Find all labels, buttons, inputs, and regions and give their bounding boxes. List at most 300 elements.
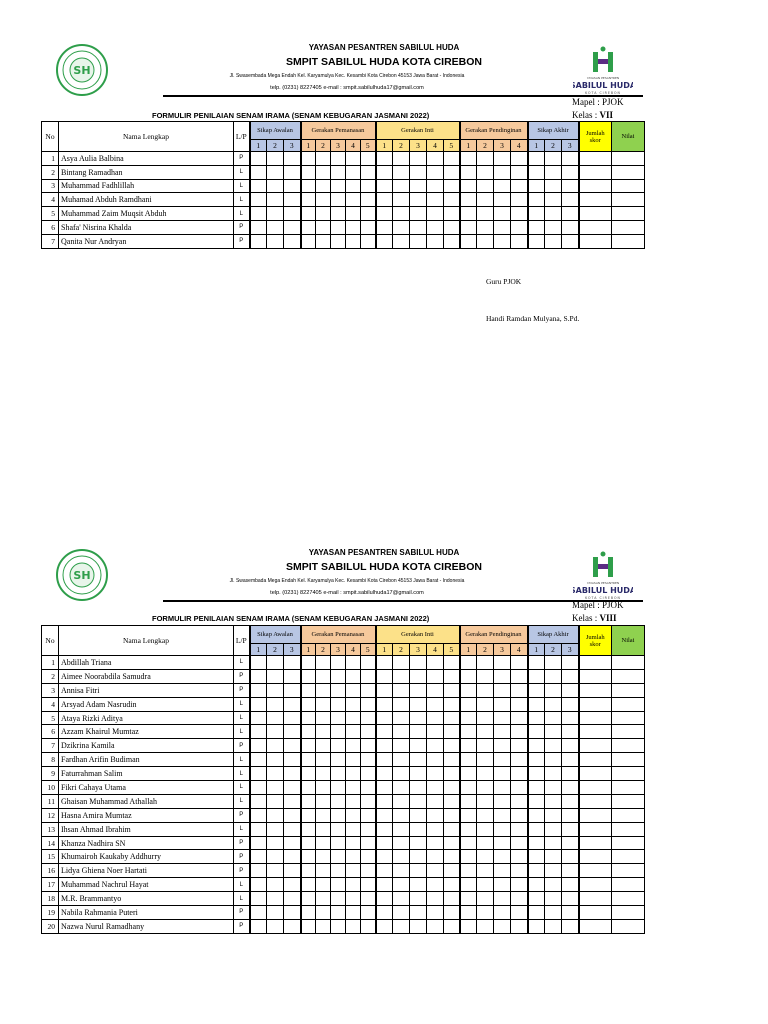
score-cell[interactable] bbox=[511, 919, 528, 933]
score-cell[interactable] bbox=[284, 669, 301, 683]
score-cell[interactable] bbox=[460, 656, 477, 670]
score-cell[interactable] bbox=[410, 906, 427, 920]
score-cell[interactable] bbox=[511, 753, 528, 767]
score-cell[interactable] bbox=[460, 220, 477, 234]
score-cell[interactable] bbox=[361, 919, 376, 933]
score-cell[interactable] bbox=[410, 234, 427, 248]
score-cell[interactable] bbox=[477, 906, 494, 920]
score-cell[interactable] bbox=[494, 892, 511, 906]
score-cell[interactable] bbox=[361, 193, 376, 207]
score-cell[interactable] bbox=[444, 656, 460, 670]
score-cell[interactable] bbox=[393, 165, 410, 179]
score-cell[interactable] bbox=[393, 794, 410, 808]
score-cell[interactable] bbox=[376, 165, 393, 179]
score-cell[interactable] bbox=[316, 656, 331, 670]
score-cell[interactable] bbox=[562, 193, 579, 207]
score-cell[interactable] bbox=[427, 193, 444, 207]
score-cell[interactable] bbox=[494, 165, 511, 179]
score-cell[interactable] bbox=[410, 656, 427, 670]
grade-cell[interactable] bbox=[612, 179, 645, 193]
score-cell[interactable] bbox=[316, 906, 331, 920]
score-cell[interactable] bbox=[250, 683, 267, 697]
score-cell[interactable] bbox=[361, 878, 376, 892]
score-cell[interactable] bbox=[316, 781, 331, 795]
total-score-cell[interactable] bbox=[579, 919, 612, 933]
score-cell[interactable] bbox=[444, 753, 460, 767]
score-cell[interactable] bbox=[494, 781, 511, 795]
score-cell[interactable] bbox=[301, 808, 316, 822]
score-cell[interactable] bbox=[316, 152, 331, 166]
score-cell[interactable] bbox=[250, 753, 267, 767]
score-cell[interactable] bbox=[376, 850, 393, 864]
score-cell[interactable] bbox=[460, 739, 477, 753]
score-cell[interactable] bbox=[494, 739, 511, 753]
score-cell[interactable] bbox=[316, 207, 331, 221]
score-cell[interactable] bbox=[376, 919, 393, 933]
score-cell[interactable] bbox=[427, 152, 444, 166]
score-cell[interactable] bbox=[494, 697, 511, 711]
score-cell[interactable] bbox=[545, 725, 562, 739]
score-cell[interactable] bbox=[393, 234, 410, 248]
score-cell[interactable] bbox=[562, 794, 579, 808]
score-cell[interactable] bbox=[346, 234, 361, 248]
score-cell[interactable] bbox=[427, 906, 444, 920]
score-cell[interactable] bbox=[267, 781, 284, 795]
score-cell[interactable] bbox=[361, 165, 376, 179]
grade-cell[interactable] bbox=[612, 725, 645, 739]
score-cell[interactable] bbox=[301, 207, 316, 221]
score-cell[interactable] bbox=[250, 808, 267, 822]
score-cell[interactable] bbox=[393, 207, 410, 221]
score-cell[interactable] bbox=[444, 892, 460, 906]
score-cell[interactable] bbox=[361, 697, 376, 711]
score-cell[interactable] bbox=[301, 725, 316, 739]
score-cell[interactable] bbox=[393, 808, 410, 822]
score-cell[interactable] bbox=[562, 234, 579, 248]
score-cell[interactable] bbox=[284, 919, 301, 933]
score-cell[interactable] bbox=[511, 767, 528, 781]
score-cell[interactable] bbox=[250, 220, 267, 234]
score-cell[interactable] bbox=[284, 767, 301, 781]
score-cell[interactable] bbox=[316, 919, 331, 933]
score-cell[interactable] bbox=[410, 850, 427, 864]
score-cell[interactable] bbox=[427, 794, 444, 808]
score-cell[interactable] bbox=[511, 669, 528, 683]
score-cell[interactable] bbox=[331, 753, 346, 767]
score-cell[interactable] bbox=[511, 725, 528, 739]
score-cell[interactable] bbox=[528, 850, 545, 864]
score-cell[interactable] bbox=[511, 220, 528, 234]
score-cell[interactable] bbox=[393, 850, 410, 864]
total-score-cell[interactable] bbox=[579, 822, 612, 836]
score-cell[interactable] bbox=[267, 220, 284, 234]
grade-cell[interactable] bbox=[612, 781, 645, 795]
score-cell[interactable] bbox=[267, 234, 284, 248]
score-cell[interactable] bbox=[331, 836, 346, 850]
score-cell[interactable] bbox=[346, 781, 361, 795]
score-cell[interactable] bbox=[267, 919, 284, 933]
score-cell[interactable] bbox=[267, 711, 284, 725]
score-cell[interactable] bbox=[301, 739, 316, 753]
score-cell[interactable] bbox=[460, 794, 477, 808]
score-cell[interactable] bbox=[545, 207, 562, 221]
score-cell[interactable] bbox=[511, 794, 528, 808]
score-cell[interactable] bbox=[316, 220, 331, 234]
score-cell[interactable] bbox=[301, 850, 316, 864]
score-cell[interactable] bbox=[427, 767, 444, 781]
score-cell[interactable] bbox=[410, 753, 427, 767]
score-cell[interactable] bbox=[267, 165, 284, 179]
score-cell[interactable] bbox=[331, 193, 346, 207]
grade-cell[interactable] bbox=[612, 152, 645, 166]
score-cell[interactable] bbox=[250, 850, 267, 864]
score-cell[interactable] bbox=[528, 179, 545, 193]
score-cell[interactable] bbox=[267, 656, 284, 670]
score-cell[interactable] bbox=[346, 892, 361, 906]
score-cell[interactable] bbox=[284, 152, 301, 166]
score-cell[interactable] bbox=[545, 767, 562, 781]
score-cell[interactable] bbox=[316, 794, 331, 808]
score-cell[interactable] bbox=[361, 234, 376, 248]
score-cell[interactable] bbox=[301, 753, 316, 767]
score-cell[interactable] bbox=[331, 767, 346, 781]
score-cell[interactable] bbox=[284, 711, 301, 725]
score-cell[interactable] bbox=[460, 207, 477, 221]
score-cell[interactable] bbox=[331, 808, 346, 822]
score-cell[interactable] bbox=[316, 822, 331, 836]
score-cell[interactable] bbox=[562, 152, 579, 166]
score-cell[interactable] bbox=[393, 767, 410, 781]
score-cell[interactable] bbox=[444, 220, 460, 234]
score-cell[interactable] bbox=[410, 152, 427, 166]
score-cell[interactable] bbox=[376, 193, 393, 207]
score-cell[interactable] bbox=[528, 152, 545, 166]
score-cell[interactable] bbox=[346, 697, 361, 711]
score-cell[interactable] bbox=[494, 683, 511, 697]
score-cell[interactable] bbox=[562, 767, 579, 781]
score-cell[interactable] bbox=[410, 919, 427, 933]
score-cell[interactable] bbox=[528, 683, 545, 697]
total-score-cell[interactable] bbox=[579, 725, 612, 739]
score-cell[interactable] bbox=[528, 739, 545, 753]
score-cell[interactable] bbox=[410, 725, 427, 739]
score-cell[interactable] bbox=[494, 878, 511, 892]
grade-cell[interactable] bbox=[612, 683, 645, 697]
score-cell[interactable] bbox=[267, 808, 284, 822]
score-cell[interactable] bbox=[410, 767, 427, 781]
score-cell[interactable] bbox=[393, 669, 410, 683]
grade-cell[interactable] bbox=[612, 753, 645, 767]
score-cell[interactable] bbox=[477, 207, 494, 221]
score-cell[interactable] bbox=[267, 207, 284, 221]
score-cell[interactable] bbox=[562, 864, 579, 878]
score-cell[interactable] bbox=[545, 669, 562, 683]
score-cell[interactable] bbox=[361, 207, 376, 221]
score-cell[interactable] bbox=[562, 656, 579, 670]
score-cell[interactable] bbox=[528, 207, 545, 221]
score-cell[interactable] bbox=[444, 697, 460, 711]
score-cell[interactable] bbox=[346, 207, 361, 221]
score-cell[interactable] bbox=[477, 850, 494, 864]
grade-cell[interactable] bbox=[612, 207, 645, 221]
score-cell[interactable] bbox=[346, 808, 361, 822]
score-cell[interactable] bbox=[477, 669, 494, 683]
score-cell[interactable] bbox=[376, 794, 393, 808]
score-cell[interactable] bbox=[494, 725, 511, 739]
score-cell[interactable] bbox=[361, 808, 376, 822]
score-cell[interactable] bbox=[427, 234, 444, 248]
score-cell[interactable] bbox=[267, 892, 284, 906]
score-cell[interactable] bbox=[284, 697, 301, 711]
score-cell[interactable] bbox=[545, 656, 562, 670]
score-cell[interactable] bbox=[477, 836, 494, 850]
score-cell[interactable] bbox=[511, 781, 528, 795]
score-cell[interactable] bbox=[460, 808, 477, 822]
score-cell[interactable] bbox=[410, 808, 427, 822]
score-cell[interactable] bbox=[250, 892, 267, 906]
score-cell[interactable] bbox=[494, 906, 511, 920]
score-cell[interactable] bbox=[528, 906, 545, 920]
score-cell[interactable] bbox=[460, 697, 477, 711]
score-cell[interactable] bbox=[545, 906, 562, 920]
score-cell[interactable] bbox=[444, 234, 460, 248]
total-score-cell[interactable] bbox=[579, 767, 612, 781]
score-cell[interactable] bbox=[410, 193, 427, 207]
score-cell[interactable] bbox=[545, 864, 562, 878]
grade-cell[interactable] bbox=[612, 836, 645, 850]
score-cell[interactable] bbox=[393, 822, 410, 836]
score-cell[interactable] bbox=[410, 739, 427, 753]
score-cell[interactable] bbox=[361, 794, 376, 808]
score-cell[interactable] bbox=[410, 836, 427, 850]
score-cell[interactable] bbox=[250, 152, 267, 166]
grade-cell[interactable] bbox=[612, 822, 645, 836]
score-cell[interactable] bbox=[316, 179, 331, 193]
score-cell[interactable] bbox=[545, 739, 562, 753]
score-cell[interactable] bbox=[427, 822, 444, 836]
score-cell[interactable] bbox=[376, 711, 393, 725]
score-cell[interactable] bbox=[284, 781, 301, 795]
score-cell[interactable] bbox=[460, 669, 477, 683]
total-score-cell[interactable] bbox=[579, 892, 612, 906]
score-cell[interactable] bbox=[250, 781, 267, 795]
score-cell[interactable] bbox=[511, 850, 528, 864]
grade-cell[interactable] bbox=[612, 697, 645, 711]
score-cell[interactable] bbox=[545, 179, 562, 193]
score-cell[interactable] bbox=[494, 836, 511, 850]
score-cell[interactable] bbox=[331, 864, 346, 878]
score-cell[interactable] bbox=[361, 220, 376, 234]
score-cell[interactable] bbox=[284, 165, 301, 179]
total-score-cell[interactable] bbox=[579, 179, 612, 193]
score-cell[interactable] bbox=[301, 220, 316, 234]
total-score-cell[interactable] bbox=[579, 711, 612, 725]
score-cell[interactable] bbox=[477, 165, 494, 179]
score-cell[interactable] bbox=[267, 794, 284, 808]
total-score-cell[interactable] bbox=[579, 193, 612, 207]
score-cell[interactable] bbox=[528, 234, 545, 248]
score-cell[interactable] bbox=[511, 711, 528, 725]
score-cell[interactable] bbox=[284, 808, 301, 822]
score-cell[interactable] bbox=[477, 179, 494, 193]
score-cell[interactable] bbox=[460, 193, 477, 207]
score-cell[interactable] bbox=[494, 234, 511, 248]
score-cell[interactable] bbox=[250, 822, 267, 836]
score-cell[interactable] bbox=[250, 836, 267, 850]
score-cell[interactable] bbox=[494, 767, 511, 781]
score-cell[interactable] bbox=[361, 152, 376, 166]
score-cell[interactable] bbox=[444, 767, 460, 781]
score-cell[interactable] bbox=[528, 220, 545, 234]
score-cell[interactable] bbox=[376, 220, 393, 234]
score-cell[interactable] bbox=[444, 725, 460, 739]
grade-cell[interactable] bbox=[612, 711, 645, 725]
score-cell[interactable] bbox=[477, 808, 494, 822]
score-cell[interactable] bbox=[301, 234, 316, 248]
score-cell[interactable] bbox=[460, 234, 477, 248]
score-cell[interactable] bbox=[511, 165, 528, 179]
score-cell[interactable] bbox=[250, 906, 267, 920]
score-cell[interactable] bbox=[284, 207, 301, 221]
score-cell[interactable] bbox=[284, 739, 301, 753]
score-cell[interactable] bbox=[267, 739, 284, 753]
total-score-cell[interactable] bbox=[579, 753, 612, 767]
score-cell[interactable] bbox=[511, 739, 528, 753]
score-cell[interactable] bbox=[267, 836, 284, 850]
score-cell[interactable] bbox=[284, 878, 301, 892]
score-cell[interactable] bbox=[250, 165, 267, 179]
score-cell[interactable] bbox=[284, 193, 301, 207]
grade-cell[interactable] bbox=[612, 165, 645, 179]
score-cell[interactable] bbox=[284, 179, 301, 193]
score-cell[interactable] bbox=[444, 193, 460, 207]
score-cell[interactable] bbox=[494, 193, 511, 207]
score-cell[interactable] bbox=[331, 220, 346, 234]
score-cell[interactable] bbox=[562, 892, 579, 906]
score-cell[interactable] bbox=[511, 179, 528, 193]
score-cell[interactable] bbox=[346, 193, 361, 207]
score-cell[interactable] bbox=[460, 711, 477, 725]
score-cell[interactable] bbox=[393, 152, 410, 166]
score-cell[interactable] bbox=[410, 878, 427, 892]
score-cell[interactable] bbox=[393, 753, 410, 767]
score-cell[interactable] bbox=[331, 822, 346, 836]
score-cell[interactable] bbox=[284, 753, 301, 767]
score-cell[interactable] bbox=[284, 836, 301, 850]
score-cell[interactable] bbox=[494, 919, 511, 933]
score-cell[interactable] bbox=[460, 725, 477, 739]
score-cell[interactable] bbox=[562, 822, 579, 836]
score-cell[interactable] bbox=[250, 711, 267, 725]
score-cell[interactable] bbox=[284, 725, 301, 739]
score-cell[interactable] bbox=[528, 836, 545, 850]
score-cell[interactable] bbox=[511, 822, 528, 836]
score-cell[interactable] bbox=[410, 711, 427, 725]
score-cell[interactable] bbox=[444, 152, 460, 166]
score-cell[interactable] bbox=[427, 850, 444, 864]
score-cell[interactable] bbox=[511, 697, 528, 711]
score-cell[interactable] bbox=[361, 753, 376, 767]
score-cell[interactable] bbox=[331, 165, 346, 179]
score-cell[interactable] bbox=[250, 767, 267, 781]
score-cell[interactable] bbox=[562, 906, 579, 920]
score-cell[interactable] bbox=[528, 193, 545, 207]
score-cell[interactable] bbox=[444, 919, 460, 933]
score-cell[interactable] bbox=[361, 781, 376, 795]
score-cell[interactable] bbox=[346, 753, 361, 767]
score-cell[interactable] bbox=[331, 207, 346, 221]
score-cell[interactable] bbox=[361, 767, 376, 781]
score-cell[interactable] bbox=[284, 683, 301, 697]
score-cell[interactable] bbox=[477, 683, 494, 697]
score-cell[interactable] bbox=[427, 179, 444, 193]
score-cell[interactable] bbox=[427, 781, 444, 795]
score-cell[interactable] bbox=[427, 711, 444, 725]
score-cell[interactable] bbox=[361, 906, 376, 920]
score-cell[interactable] bbox=[477, 697, 494, 711]
score-cell[interactable] bbox=[301, 767, 316, 781]
score-cell[interactable] bbox=[511, 193, 528, 207]
score-cell[interactable] bbox=[562, 669, 579, 683]
score-cell[interactable] bbox=[511, 152, 528, 166]
score-cell[interactable] bbox=[361, 739, 376, 753]
score-cell[interactable] bbox=[301, 193, 316, 207]
score-cell[interactable] bbox=[410, 781, 427, 795]
score-cell[interactable] bbox=[301, 878, 316, 892]
score-cell[interactable] bbox=[528, 711, 545, 725]
score-cell[interactable] bbox=[346, 152, 361, 166]
score-cell[interactable] bbox=[427, 864, 444, 878]
score-cell[interactable] bbox=[316, 836, 331, 850]
score-cell[interactable] bbox=[444, 836, 460, 850]
score-cell[interactable] bbox=[410, 822, 427, 836]
score-cell[interactable] bbox=[250, 656, 267, 670]
score-cell[interactable] bbox=[376, 683, 393, 697]
score-cell[interactable] bbox=[376, 234, 393, 248]
score-cell[interactable] bbox=[250, 878, 267, 892]
score-cell[interactable] bbox=[460, 850, 477, 864]
score-cell[interactable] bbox=[376, 669, 393, 683]
score-cell[interactable] bbox=[427, 725, 444, 739]
score-cell[interactable] bbox=[562, 836, 579, 850]
grade-cell[interactable] bbox=[612, 850, 645, 864]
score-cell[interactable] bbox=[494, 179, 511, 193]
score-cell[interactable] bbox=[301, 906, 316, 920]
total-score-cell[interactable] bbox=[579, 683, 612, 697]
score-cell[interactable] bbox=[346, 836, 361, 850]
score-cell[interactable] bbox=[267, 906, 284, 920]
score-cell[interactable] bbox=[331, 683, 346, 697]
grade-cell[interactable] bbox=[612, 794, 645, 808]
score-cell[interactable] bbox=[528, 697, 545, 711]
score-cell[interactable] bbox=[376, 725, 393, 739]
score-cell[interactable] bbox=[427, 808, 444, 822]
score-cell[interactable] bbox=[361, 850, 376, 864]
score-cell[interactable] bbox=[460, 781, 477, 795]
score-cell[interactable] bbox=[346, 165, 361, 179]
score-cell[interactable] bbox=[477, 919, 494, 933]
score-cell[interactable] bbox=[562, 683, 579, 697]
score-cell[interactable] bbox=[528, 808, 545, 822]
score-cell[interactable] bbox=[376, 179, 393, 193]
score-cell[interactable] bbox=[410, 179, 427, 193]
grade-cell[interactable] bbox=[612, 669, 645, 683]
score-cell[interactable] bbox=[346, 739, 361, 753]
score-cell[interactable] bbox=[267, 697, 284, 711]
score-cell[interactable] bbox=[444, 781, 460, 795]
score-cell[interactable] bbox=[562, 781, 579, 795]
score-cell[interactable] bbox=[250, 207, 267, 221]
